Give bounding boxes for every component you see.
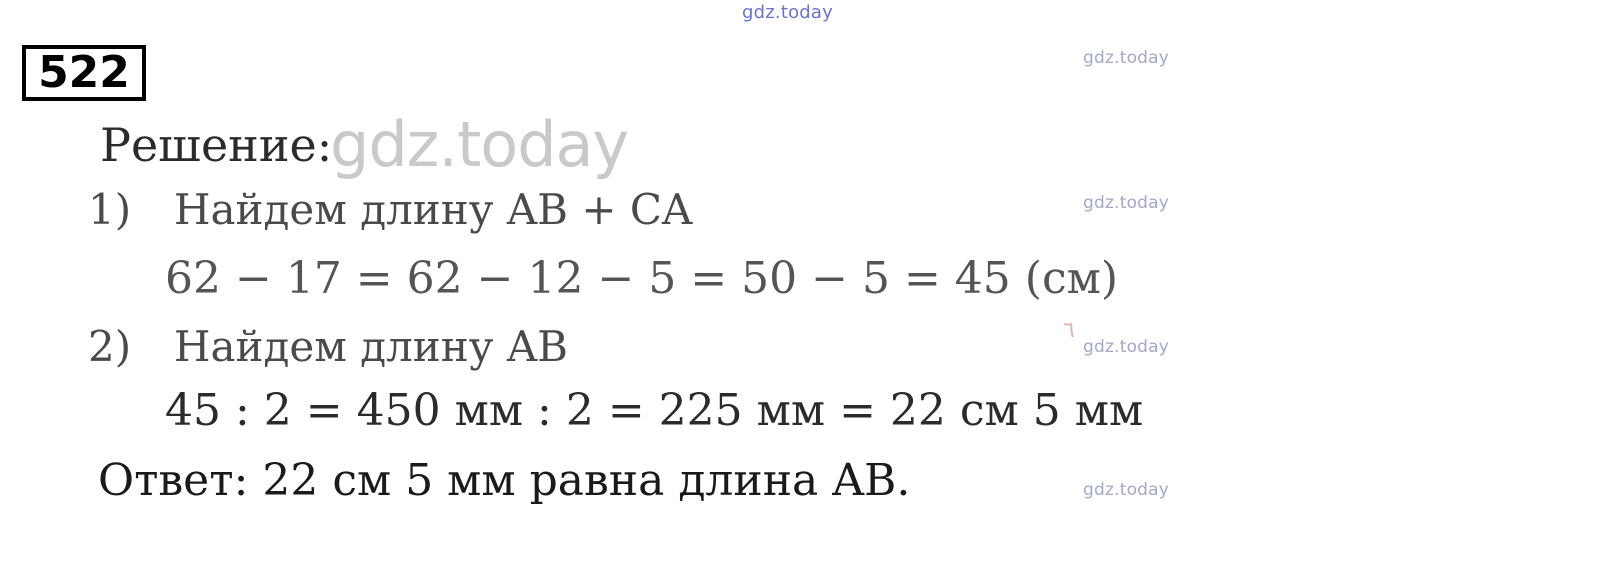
solution-step-1 xyxy=(88,185,692,234)
exercise-number: 522 xyxy=(38,47,130,98)
watermark-1: gdz.today xyxy=(1083,48,1170,68)
watermark-3: gdz.today xyxy=(1083,337,1170,357)
step-1-marker: 1) xyxy=(88,185,132,234)
solution-step-1-calculation: 62 − 17 = 62 − 12 − 5 = 50 − 5 = 45 (см) xyxy=(165,253,1118,304)
step-2-text: Найдем длину AB xyxy=(173,322,569,371)
step-2-marker: 2) xyxy=(88,322,132,371)
solution-label: Решение: xyxy=(100,118,333,172)
watermark-4: gdz.today xyxy=(1083,480,1170,500)
watermark-0: gdz.today xyxy=(742,2,834,23)
exercise-number-box xyxy=(22,45,146,101)
answer-line: Ответ: 22 см 5 мм равна длина AB. xyxy=(98,455,911,506)
solution-step-2 xyxy=(88,322,568,371)
watermark-overlay-large: gdz.today xyxy=(330,108,629,181)
watermark-2: gdz.today xyxy=(1083,193,1170,213)
stray-mark: ٦ xyxy=(1063,318,1075,343)
step-1-text: Найдем длину AB + CA xyxy=(173,185,693,234)
solution-step-2-calculation: 45 : 2 = 450 мм : 2 = 225 мм = 22 см 5 мм xyxy=(165,385,1144,436)
